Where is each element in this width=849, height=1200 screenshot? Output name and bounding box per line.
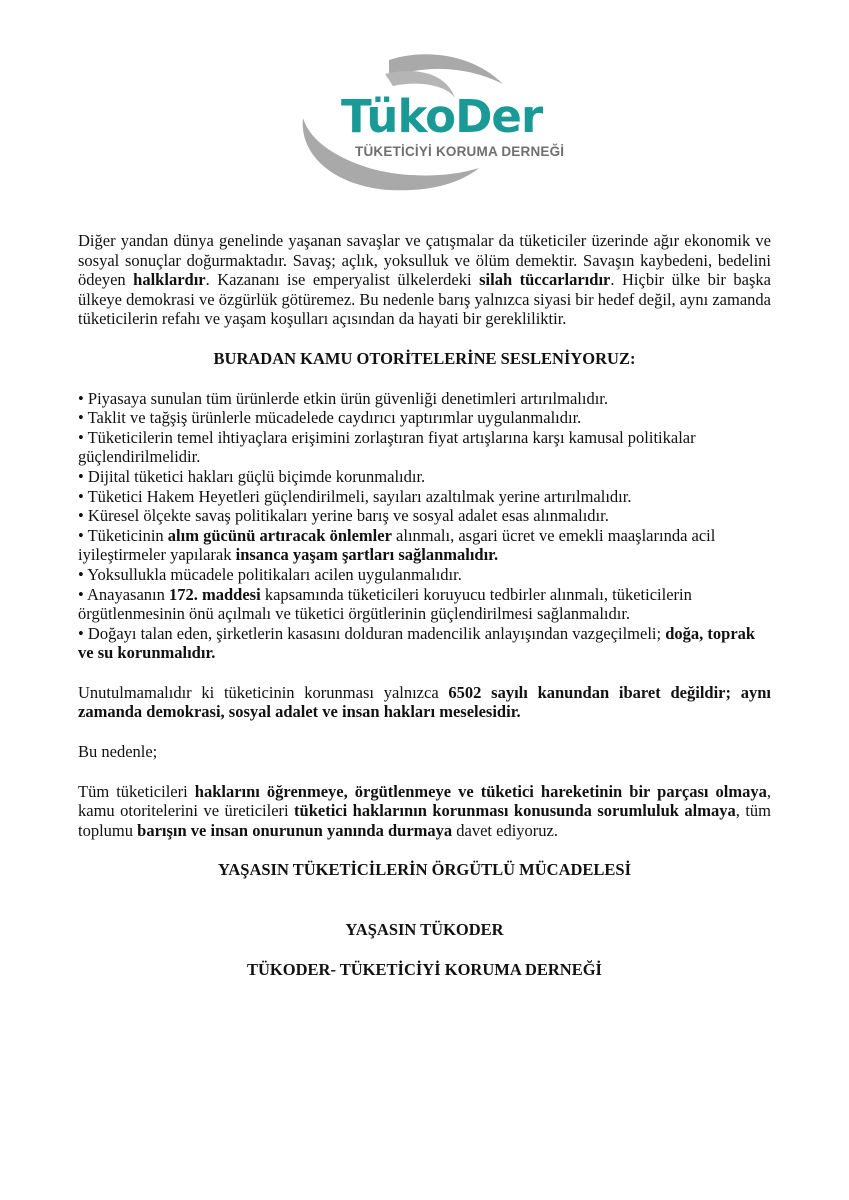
logo-brand-text: TükoDer	[341, 90, 543, 143]
call-paragraph: Tüm tüketicileri haklarını öğrenmeye, örgütlenmeye ve tüketici hareketinin bir parçası olmaya, kamu otoritelerini ve üreticileri tüketici haklarının korunması konusunda sorumluluk almaya, tüm toplumu barışın ve insan onurunun yanında durmaya davet ediyoruz.	[78, 781, 771, 840]
logo-subtitle: TÜKETİCİYİ KORUMA DERNEĞİ	[355, 144, 565, 159]
closing-paragraph: Unutulmamalıdır ki tüketicinin korunması yalnızca 6502 sayılı kanundan ibaret değildir; aynı zamanda demokrasi, sosyal adalet ve insan hakları meselesidir.	[78, 682, 771, 722]
list-item: • Dijital tüketici hakları güçlü biçimde korunmalıdır.	[78, 466, 426, 486]
list-item: • Tüketicinin alım gücünü artıracak önlemler alınmalı, asgari ücret ve emekli maaşlarında acil iyileştirmeler yapılarak insanca yaşam şartları sağlanmalıdır.	[78, 525, 716, 565]
tukoder-logo	[297, 52, 567, 192]
transition-text: Bu nedenle;	[78, 742, 158, 762]
section-heading: BURADAN KAMU OTORİTELERİNE SESLENİYORUZ:	[213, 348, 636, 368]
list-item: • Yoksullukla mücadele politikaları acilen uygulanmalıdır.	[78, 564, 462, 584]
slogan-heading: YAŞASIN TÜKETİCİLERİN ÖRGÜTLÜ MÜCADELESİ	[217, 860, 632, 880]
list-item: • Doğayı talan eden, şirketlerin kasasını dolduran madencilik anlayışından vazgeçilmeli; doğa, toprak ve su korunmalıdır.	[78, 623, 756, 663]
list-item: • Tüketicilerin temel ihtiyaçlara erişimini zorlaştıran fiyat artışlarına karşı kamusal politikalar güçlendirilmelidir.	[78, 427, 696, 467]
list-item: • Taklit ve tağşiş ürünlerle mücadelede caydırıcı yaptırımlar uygulanmalıdır.	[78, 408, 582, 428]
list-item: • Tüketici Hakem Heyetleri güçlendirilmeli, sayıları azaltılmak yerine artırılmalıdır.	[78, 486, 632, 506]
slogan-heading: YAŞASIN TÜKODER	[345, 920, 504, 940]
list-item: • Piyasaya sunulan tüm ürünlerde etkin ürün güvenliği denetimleri artırılmalıdır.	[78, 388, 608, 408]
demands-list	[78, 389, 771, 663]
intro-paragraph: Diğer yandan dünya genelinde yaşanan savaşlar ve çatışmalar da tüketiciler üzerinde ağır ekonomik ve sosyal sonuçlar doğurmaktadır. Savaş; açlık, yoksulluk ve ölüm demektir. Savaşın kaybedeni, bedelini ödeyen halklardır. Kazananı ise emperyalist ülkelerdeki silah tüccarlarıdır. Hiçbir ülke bir başka ülkeye demokrasi ve özgürlük götüremez. Bu nedenle barış yalnızca siyasi bir hedef değil, aynı zamanda tüketicilerin refahı ve yaşam koşulları açısından da hayati bir gerekliliktir.	[78, 231, 771, 329]
list-item: • Küresel ölçekte savaş politikaları yerine barış ve sosyal adalet esas alınmalıdır.	[78, 506, 609, 526]
signature-heading: TÜKODER- TÜKETİCİYİ KORUMA DERNEĞİ	[247, 959, 602, 979]
list-item: • Anayasanın 172. maddesi kapsamında tüketicileri koruyucu tedbirler alınmalı, tüketicilerin örgütlenmesinin önü açılmalı ve tüketici örgütlerinin güçlendirilmesi sağlanmalıdır.	[78, 584, 692, 624]
document-body	[78, 231, 771, 979]
